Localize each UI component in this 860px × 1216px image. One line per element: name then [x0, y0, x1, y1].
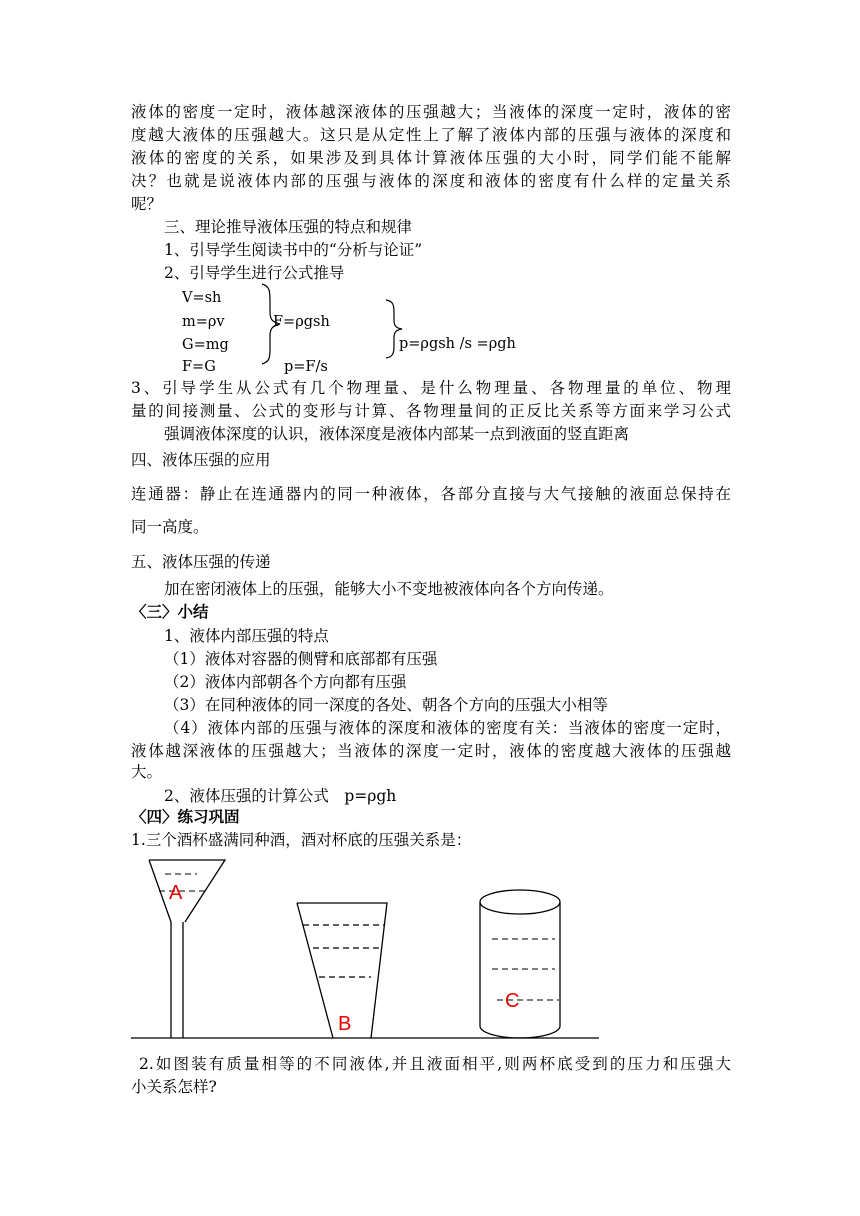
formula-force: F=G — [182, 359, 216, 375]
paragraph-line: 决？也就是说液体内部的压强与液体的深度和液体的密度有什么样的定量关系 — [131, 172, 731, 190]
section-heading: 四、液体压强的应用 — [131, 451, 271, 469]
list-item: 3、引导学生从公式有几个物理量、是什么物理量、各物理量的单位、物理 — [131, 379, 731, 397]
paragraph-line: 强调液体深度的认识，液体深度是液体内部某一点到液面的竖直距离 — [164, 425, 630, 443]
paragraph-line: 液体越深液体的压强越大；当液体的深度一定时，液体的密度越大液体的压强越 — [131, 742, 731, 760]
formula-mass: m=ρv — [182, 314, 225, 330]
section-heading: 〈四〉练习巩固 — [131, 807, 240, 826]
three-cups-figure — [125, 850, 605, 1045]
paragraph-line: 量的间接测量、公式的变形与计算、各物理量间的正反比关系等方面来学习公式 — [131, 402, 731, 420]
formula-pressure-def: p=F/s — [284, 359, 328, 375]
cup-c — [480, 890, 560, 1038]
question: 小关系怎样? — [131, 1078, 217, 1096]
formula-weight: G=mg — [182, 337, 229, 353]
list-item: （2）液体内部朝各个方向都有压强 — [164, 673, 407, 691]
formula-pressure-result: p=ρgsh /s =ρgh — [399, 336, 516, 352]
brace-right — [384, 298, 408, 360]
section-heading: 〈三〉小结 — [131, 602, 209, 621]
list-item: （3）在同种液体的同一深度的各处、朝各个方向的压强大小相等 — [164, 696, 608, 714]
formula-volume: V=sh — [182, 290, 222, 306]
list-item: 1、引导学生阅读书中的“分析与论证” — [164, 241, 423, 259]
list-item: 2、引导学生进行公式推导 — [164, 264, 345, 282]
paragraph-line: 液体的密度一定时，液体越深液体的压强越大；当液体的深度一定时，液体的密 — [131, 103, 731, 121]
paragraph-line: 加在密闭液体上的压强，能够大小不变地被液体向各个方向传递。 — [164, 580, 614, 598]
cup-a — [149, 860, 225, 1038]
paragraph-line: 度越大液体的压强越大。这只是从定性上了解了液体内部的压强与液体的深度和 — [131, 126, 731, 144]
brace-left — [258, 282, 288, 366]
question: 2.如图装有质量相等的不同液体,并且液面相平,则两杯底受到的压力和压强大 — [139, 1055, 731, 1073]
cup-b — [297, 903, 387, 1038]
section-heading: 五、液体压强的传递 — [131, 553, 271, 571]
list-item: 1、液体内部压强的特点 — [164, 627, 329, 645]
paragraph-line: 液体的密度的关系，如果涉及到具体计算液体压强的大小时，同学们能不能解 — [131, 149, 731, 167]
question: 1.三个酒杯盛满同种酒，酒对杯底的压强关系是： — [131, 831, 472, 849]
paragraph-line: 呢？ — [131, 195, 163, 213]
paragraph-line: 大。 — [131, 763, 163, 781]
list-item: （1）液体对容器的侧臂和底部都有压强 — [164, 650, 438, 668]
list-item: （4）液体内部的压强与液体的深度和液体的密度有关：当液体的密度一定时， — [164, 719, 731, 737]
label-b: B — [338, 1013, 352, 1035]
label-c: C — [505, 990, 520, 1012]
paragraph-line: 连通器：静止在连通器内的同一种液体，各部分直接与大气接触的液面总保持在 — [131, 485, 731, 503]
label-a: A — [169, 882, 183, 904]
formula-force-total: F=ρgsh — [273, 314, 330, 330]
paragraph-line: 同一高度。 — [131, 518, 209, 536]
section-heading: 三、理论推导液体压强的特点和规律 — [164, 218, 413, 236]
list-item: 2、液体压强的计算公式 p=ρgh — [164, 787, 397, 805]
